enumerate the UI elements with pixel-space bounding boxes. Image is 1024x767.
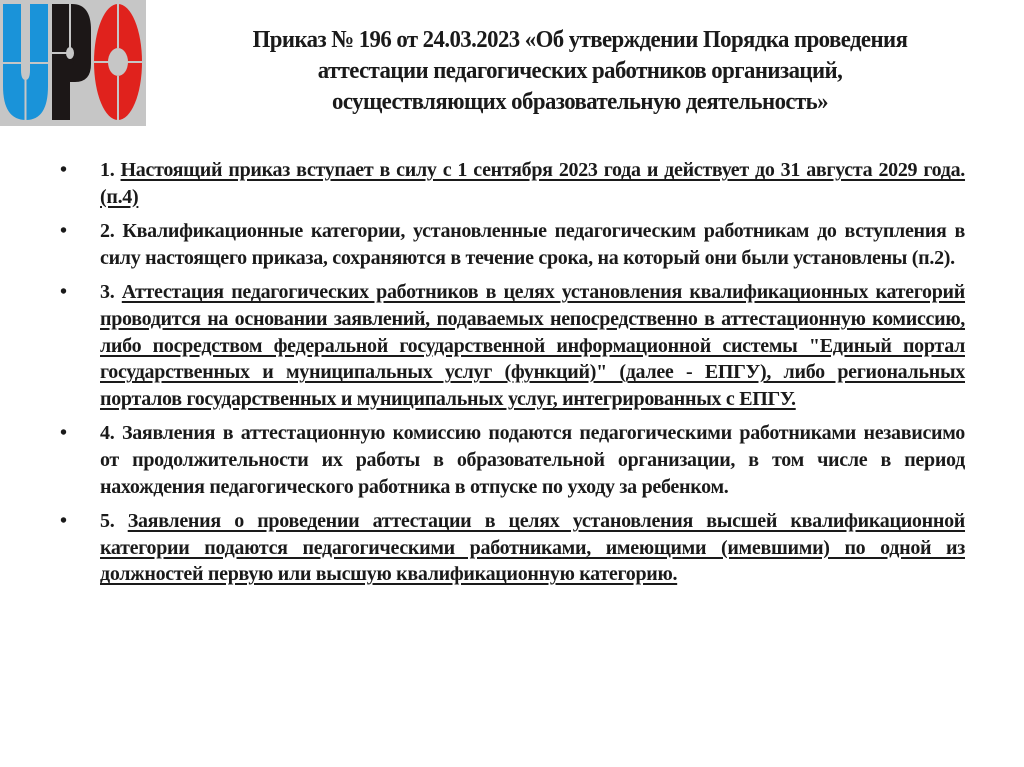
item-number: 3. (100, 281, 115, 304)
bullet-icon: • (60, 220, 67, 243)
upo-logo (0, 0, 146, 126)
bullet-icon: • (60, 281, 67, 304)
title-line-2: аттестации педагогических работников организаций, (317, 57, 843, 84)
item-number: 4. (100, 422, 115, 445)
list-item-4 (60, 420, 965, 500)
item-text: Заявления о проведении аттестации в целях установления высшей квалификационной категории подаются педагогическими работниками, имеющими (имевшими) по одной из должностей первую или высшую квалификационную категорию. (100, 510, 966, 586)
item-text: Заявления в аттестационную комиссию подаются педагогическими работниками независимо от продолжительности их работы в образовательной организации, в том числе в период нахождения педагогического работника в отпуске по уходу за ребенком. (100, 422, 966, 498)
item-number: 1. (100, 159, 115, 181)
bullet-icon: • (60, 159, 67, 181)
bullet-icon: • (60, 422, 67, 445)
list-item-5 (60, 508, 965, 588)
page-title (199, 24, 962, 117)
item-text: Аттестация педагогических работников в целях установления квалификационных категорий проводится на основании заявлений, подаваемых непосредственно в аттестационную комиссию, либо посредством федеральной государственной информационной системы "Единый портал государственных и муниципальных услуг (функций)" (далее - ЕПГУ), либо региональных порталов государственных и муниципальных услуг, интегрированных с ЕПГУ. (100, 281, 966, 410)
item-number: 5. (100, 510, 115, 533)
provisions-list (60, 157, 965, 596)
item-text: Настоящий приказ вступает в силу с 1 сентября 2023 года и действует до 31 августа 2029 года.(п.4) (100, 159, 966, 208)
list-item-3 (60, 279, 965, 412)
logo-graphic (0, 0, 146, 126)
title-line-3: осуществляющих образовательную деятельность» (332, 88, 828, 115)
list-item-1 (60, 157, 965, 210)
title-line-1: Приказ № 196 от 24.03.2023 «Об утверждении Порядка проведения (252, 26, 908, 53)
bullet-icon: • (60, 510, 67, 533)
list-item-2 (60, 218, 965, 271)
item-text: Квалификационные категории, установленные педагогическим работникам до вступления в силу настоящего приказа, сохраняются в течение срока, на который они были установлены (п.2). (100, 220, 965, 269)
item-number: 2. (100, 220, 115, 243)
